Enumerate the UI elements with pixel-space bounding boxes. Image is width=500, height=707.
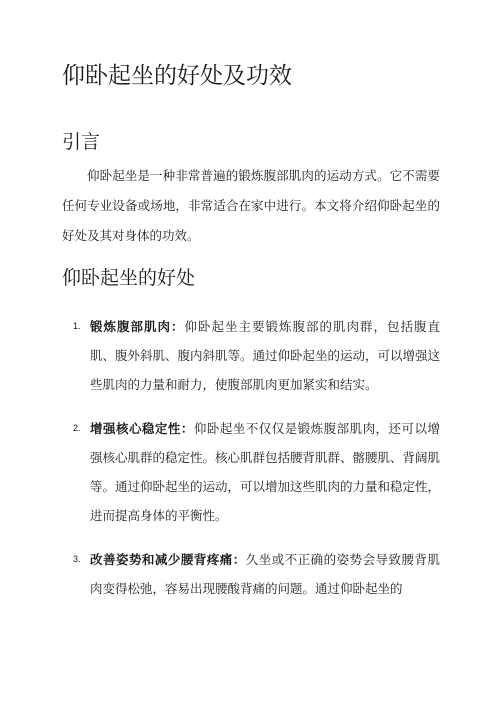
benefits-heading: 仰卧起坐的好处	[62, 267, 196, 289]
benefit-term: 改善姿势和减少腰背疼痛：	[90, 552, 246, 567]
benefit-item-abdominal-muscles	[62, 312, 440, 399]
benefit-text: 仰卧起坐主要锻炼腹部的肌肉群，包括腹直肌、腹外斜肌、腹内斜肌等。通过仰卧起坐的运动，可以增强这些肌肉的力量和耐力，使腹部肌肉更加紧实和结实。	[90, 319, 441, 392]
benefit-item-core-stability	[62, 414, 440, 530]
benefit-text: 久坐或不正确的姿势会导致腰背肌肉变得松弛，容易出现腰酸背痛的问题。通过仰卧起坐的	[90, 552, 440, 596]
benefit-term: 锻炼腹部肌肉：	[90, 319, 185, 334]
benefit-text: 仰卧起坐不仅仅是锻炼腹部肌肉，还可以增强核心肌群的稳定性。核心肌群包括腰背肌群、髂腰肌、背阔肌等。通过仰卧起坐的运动，可以增加这些肌肉的力量和稳定性，进而提高身体的平衡性。	[90, 421, 441, 523]
list-number: 3.	[73, 554, 81, 564]
list-number: 1.	[73, 321, 81, 331]
benefit-item-posture	[62, 545, 440, 603]
document-title: 仰卧起坐的好处及功效	[62, 63, 292, 89]
list-number: 2.	[73, 423, 81, 433]
intro-paragraph: 仰卧起坐是一种非常普遍的锻炼腹部肌肉的运动方式。它不需要任何专业设备或场地，非常适合在家中进行。本文将介绍仰卧起坐的好处及其对身体的功效。	[62, 168, 440, 243]
benefit-term: 增强核心稳定性：	[90, 421, 194, 436]
intro-heading: 引言	[62, 131, 101, 153]
benefits-list	[62, 312, 440, 618]
